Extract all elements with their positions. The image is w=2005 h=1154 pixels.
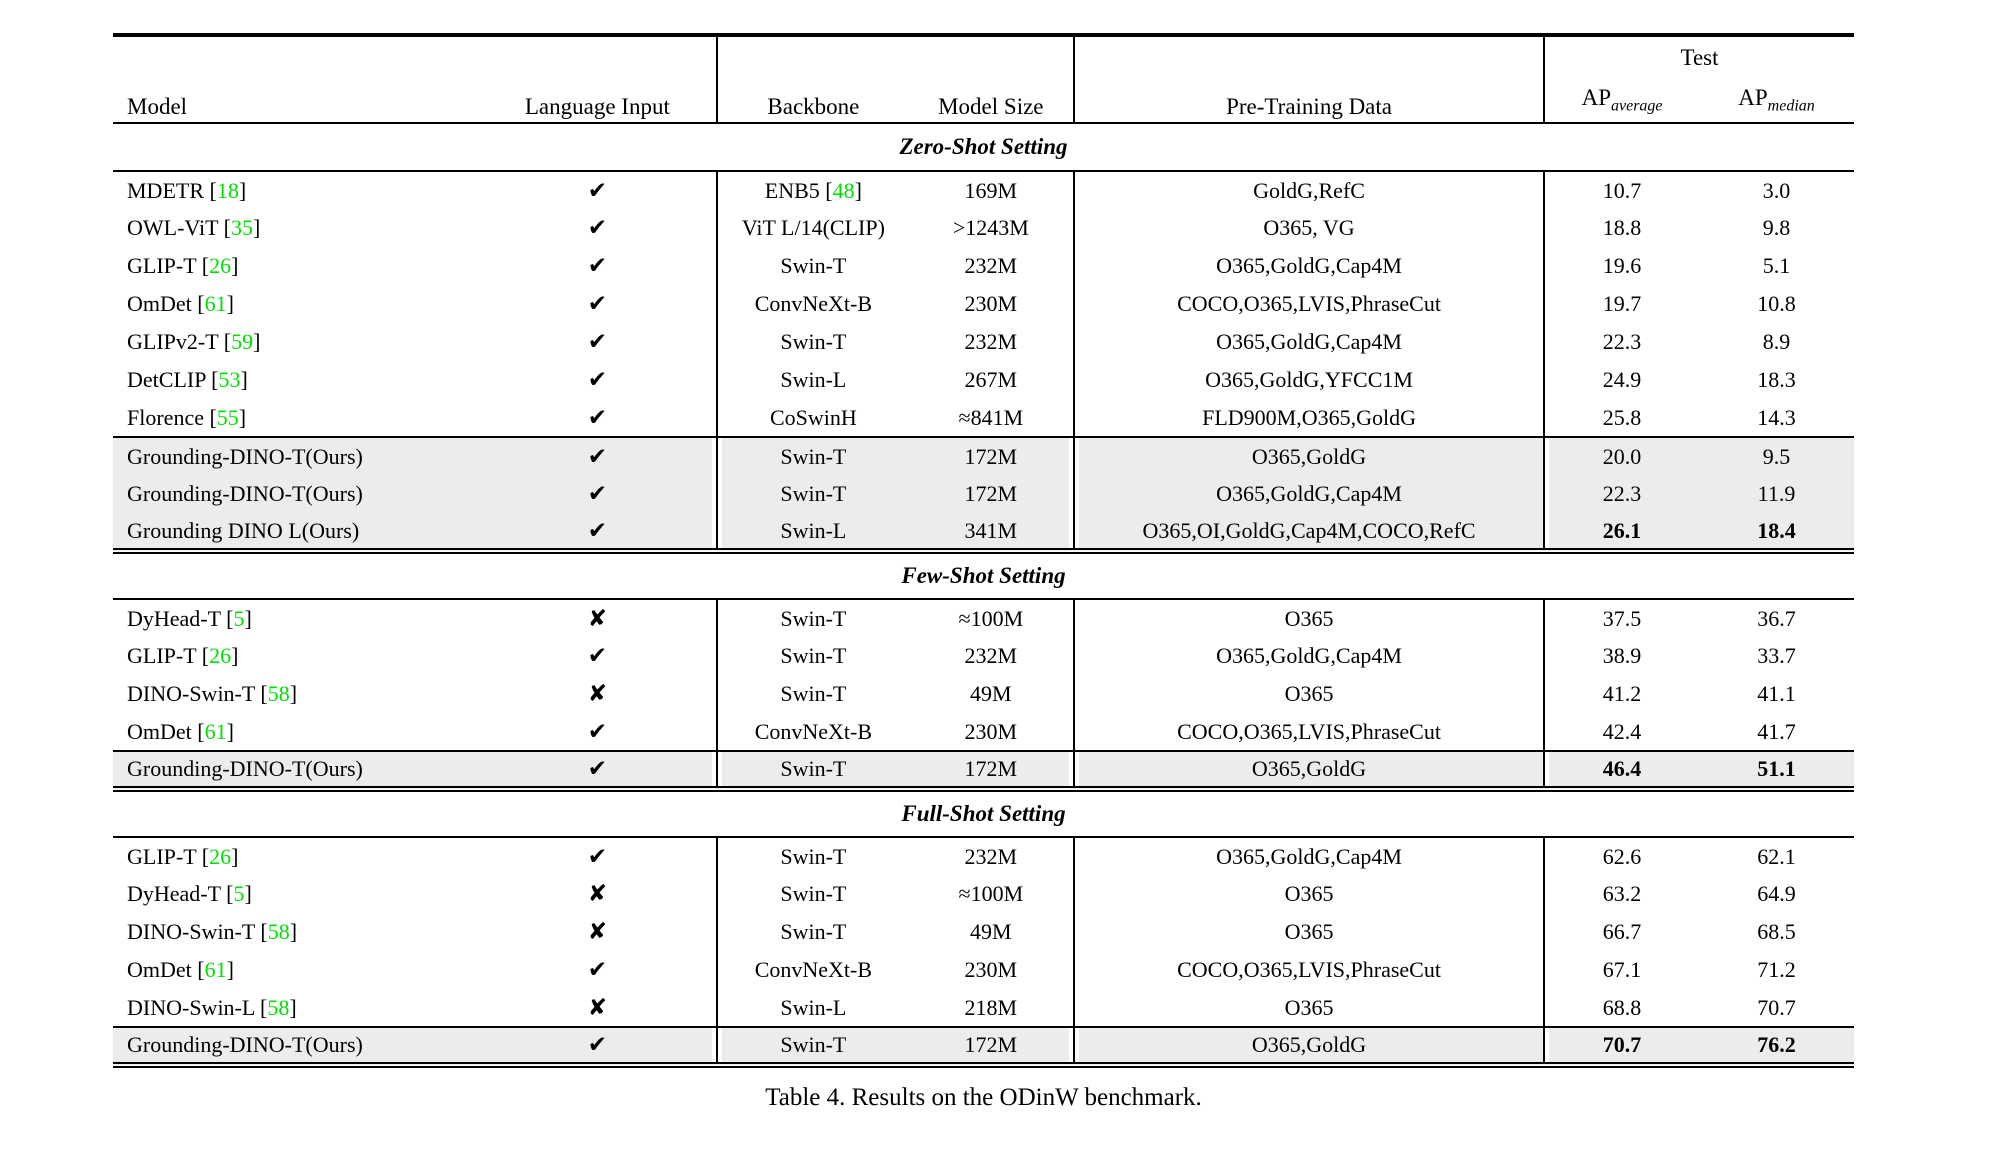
header-group-row: [113, 35, 1854, 73]
section-few-shot: [113, 551, 1854, 789]
col-header-model: Model: [127, 94, 188, 119]
cell-ap-average: 62.6: [1602, 843, 1642, 869]
result-row: [113, 209, 1854, 247]
col-header-backbone: Backbone: [767, 94, 860, 119]
cell-ap-average: 25.8: [1602, 404, 1642, 430]
cell-model-size: 232M: [909, 247, 1074, 285]
citation-link[interactable]: 48: [832, 177, 855, 203]
cell-language-input: [479, 1027, 718, 1065]
cell-ap-average: 26.1: [1544, 513, 1699, 551]
cell-model: Grounding DINO L(Ours): [113, 513, 479, 551]
cell-ap-average: 38.9: [1602, 643, 1642, 668]
paper-table-figure: [113, 33, 1854, 1112]
section-title-row: [113, 123, 1854, 171]
cell-language-input: [479, 989, 718, 1027]
cell-backbone: Swin-T: [780, 329, 847, 354]
cell-model-size: 232M: [909, 637, 1074, 675]
cell-backbone: Swin-T: [780, 253, 847, 278]
citation-link[interactable]: 61: [204, 291, 227, 316]
ap-average-label: AP: [1581, 84, 1611, 110]
cell-ap-median: 8.9: [1762, 329, 1791, 354]
cell-pretraining-data: COCO,O365,LVIS,PhraseCut: [1074, 713, 1544, 751]
cell-ap-median: 10.8: [1757, 291, 1796, 316]
citation-link[interactable]: 53: [218, 367, 241, 392]
table-caption: Table 4. Results on the ODinW benchmark.: [765, 1084, 1202, 1111]
check-icon: ✔: [587, 1032, 607, 1058]
citation-link[interactable]: 18: [216, 177, 239, 203]
result-row: [113, 361, 1854, 399]
result-row: [113, 323, 1854, 361]
ap-average-subscript: average: [1610, 97, 1663, 115]
cell-pretraining-data: O365,GoldG,Cap4M: [1074, 637, 1544, 675]
cell-pretraining-data: O365,GoldG: [1074, 751, 1544, 789]
cell-model: DINO-Swin-L [58]: [127, 994, 297, 1020]
cell-model: OmDet [61]: [127, 718, 234, 744]
cell-language-input: [479, 599, 718, 637]
cell-ap-average: 67.1: [1602, 957, 1642, 982]
cell-model-size: 267M: [909, 361, 1074, 399]
cell-ap-average: 22.3: [1544, 475, 1699, 513]
cell-model-size: 172M: [909, 437, 1074, 475]
cell-ap-median: 11.9: [1699, 475, 1854, 513]
citation-link[interactable]: 5: [233, 605, 245, 631]
cell-backbone: ConvNeXt-B: [754, 957, 873, 982]
cell-language-input: [479, 951, 718, 989]
result-row: [113, 599, 1854, 637]
cell-model: DyHead-T [5]: [127, 881, 252, 906]
result-row: [113, 247, 1854, 285]
cell-ap-median: 3.0: [1762, 177, 1791, 203]
cell-language-input: [479, 247, 718, 285]
cell-language-input: [479, 513, 718, 551]
section-title: Few-Shot Setting: [113, 551, 1854, 599]
cell-pretraining-data: O365,GoldG,Cap4M: [1074, 837, 1544, 875]
check-icon: ✔: [587, 291, 607, 317]
cell-ap-median: 71.2: [1757, 957, 1796, 982]
cell-ap-average: 20.0: [1544, 437, 1699, 475]
result-row: [113, 913, 1854, 951]
cell-backbone: Swin-T: [780, 843, 847, 869]
section-title: Full-Shot Setting: [113, 789, 1854, 837]
cell-pretraining-data: GoldG,RefC: [1074, 171, 1544, 209]
col-header-language-input: Language Input: [479, 35, 718, 123]
citation-link[interactable]: 35: [230, 215, 253, 240]
results-table: [113, 33, 1854, 1068]
cell-language-input: [479, 171, 718, 209]
cell-pretraining-data: O365: [1074, 875, 1544, 913]
cell-pretraining-data: O365,OI,GoldG,Cap4M,COCO,RefC: [1074, 513, 1544, 551]
cell-ap-median: 5.1: [1762, 253, 1791, 278]
cell-backbone: Swin-T: [717, 751, 909, 789]
cell-model-size: ≈841M: [909, 399, 1074, 437]
cell-model: MDETR [18]: [127, 177, 247, 203]
cell-ap-median: 70.7: [1757, 994, 1796, 1020]
cell-ap-median: 36.7: [1757, 605, 1796, 631]
cell-ap-average: 42.4: [1602, 718, 1642, 744]
ours-result-row: [113, 1027, 1854, 1065]
col-header-pretraining-data: Pre-Training Data: [1074, 35, 1544, 123]
check-icon: ✔: [587, 481, 607, 507]
cross-icon: ✘: [587, 994, 607, 1021]
check-icon: ✔: [587, 843, 607, 870]
citation-link[interactable]: 58: [267, 681, 290, 706]
cell-pretraining-data: O365,GoldG,Cap4M: [1074, 475, 1544, 513]
cell-language-input: [479, 913, 718, 951]
cell-backbone: ViT L/14(CLIP): [741, 215, 885, 240]
cell-pretraining-data: O365: [1074, 599, 1544, 637]
citation-link[interactable]: 61: [204, 957, 227, 982]
citation-link[interactable]: 59: [231, 329, 254, 354]
cell-pretraining-data: O365,GoldG: [1074, 437, 1544, 475]
check-icon: ✔: [587, 718, 607, 745]
check-icon: ✔: [587, 329, 607, 355]
cross-icon: ✘: [587, 605, 607, 632]
cell-model: DyHead-T [5]: [127, 605, 252, 631]
result-row: [113, 837, 1854, 875]
cell-backbone: Swin-T: [780, 643, 847, 668]
cell-ap-median: 18.4: [1699, 513, 1854, 551]
cell-model: OmDet [61]: [127, 957, 234, 982]
cell-backbone: Swin-T: [780, 605, 847, 631]
cell-model: DetCLIP [53]: [127, 367, 248, 392]
ours-result-row: [113, 437, 1854, 475]
ours-result-row: [113, 513, 1854, 551]
cell-model-size: 172M: [909, 751, 1074, 789]
cell-ap-average: 22.3: [1602, 329, 1642, 354]
cell-ap-average: 18.8: [1602, 215, 1642, 240]
ap-median-subscript: median: [1767, 97, 1815, 115]
cross-icon: ✘: [587, 681, 607, 707]
cell-model-size: 341M: [909, 513, 1074, 551]
check-icon: ✔: [587, 404, 607, 431]
cell-ap-median: 33.7: [1757, 643, 1796, 668]
cell-pretraining-data: O365,GoldG,Cap4M: [1074, 323, 1544, 361]
cell-model-size: 218M: [909, 989, 1074, 1027]
section-zero-shot: [113, 123, 1854, 551]
citation-link[interactable]: 26: [209, 643, 232, 668]
cell-ap-median: 51.1: [1699, 751, 1854, 789]
section-full-shot: [113, 789, 1854, 1065]
cross-icon: ✘: [587, 919, 607, 945]
col-header-ap-average: [1544, 73, 1699, 123]
check-icon: ✔: [587, 756, 607, 782]
cell-model: Grounding-DINO-T(Ours): [113, 751, 479, 789]
cell-language-input: [479, 475, 718, 513]
cell-backbone: ConvNeXt-B: [754, 718, 873, 744]
cell-ap-median: 62.1: [1757, 843, 1796, 869]
cell-ap-average: 46.4: [1544, 751, 1699, 789]
section-title-row: [113, 551, 1854, 599]
cell-ap-median: 9.5: [1699, 437, 1854, 475]
cell-model-size: 172M: [909, 475, 1074, 513]
cell-backbone: Swin-L: [780, 994, 847, 1020]
cell-language-input: [479, 637, 718, 675]
cell-backbone: Swin-T: [717, 475, 909, 513]
section-title-row: [113, 789, 1854, 837]
check-icon: ✔: [587, 177, 607, 204]
citation-link[interactable]: 58: [267, 919, 290, 944]
cell-pretraining-data: O365, VG: [1074, 209, 1544, 247]
citation-link[interactable]: 5: [233, 881, 245, 906]
result-row: [113, 637, 1854, 675]
cell-backbone: Swin-L: [780, 367, 847, 392]
cell-model-size: 230M: [909, 951, 1074, 989]
check-icon: ✔: [587, 517, 607, 544]
cell-language-input: [479, 675, 718, 713]
cell-model: GLIP-T [26]: [127, 253, 239, 278]
cell-language-input: [479, 361, 718, 399]
check-icon: ✔: [587, 253, 607, 279]
cell-backbone: CoSwinH: [769, 404, 857, 430]
section-title: Zero-Shot Setting: [113, 123, 1854, 171]
cell-model-size: 232M: [909, 837, 1074, 875]
cell-model-size: 49M: [909, 913, 1074, 951]
cell-model: DINO-Swin-T [58]: [127, 919, 298, 944]
cell-model-size: 49M: [909, 675, 1074, 713]
cell-language-input: [479, 713, 718, 751]
cell-pretraining-data: O365: [1074, 913, 1544, 951]
cell-backbone: Swin-T: [780, 919, 847, 944]
check-icon: ✔: [587, 643, 607, 669]
cell-ap-median: 41.1: [1757, 681, 1796, 706]
cell-model: GLIP-T [26]: [127, 643, 239, 668]
cell-ap-average: 19.6: [1602, 253, 1642, 278]
cell-ap-median: 68.5: [1757, 919, 1796, 944]
citation-link[interactable]: 58: [267, 994, 290, 1020]
cell-model: OmDet [61]: [127, 291, 234, 316]
cell-language-input: [479, 399, 718, 437]
table-header: [113, 35, 1854, 123]
cell-ap-average: 37.5: [1602, 605, 1642, 631]
cell-language-input: [479, 285, 718, 323]
cell-ap-average: 19.7: [1602, 291, 1642, 316]
cell-model-size: >1243M: [909, 209, 1074, 247]
cell-pretraining-data: O365,GoldG,Cap4M: [1074, 247, 1544, 285]
cell-model-size: 169M: [909, 171, 1074, 209]
cell-ap-average: 70.7: [1544, 1027, 1699, 1065]
result-row: [113, 171, 1854, 209]
col-header-ap-median: [1699, 73, 1854, 123]
cell-backbone: Swin-T: [717, 437, 909, 475]
cell-model-size: 230M: [909, 713, 1074, 751]
result-row: [113, 285, 1854, 323]
citation-link[interactable]: 55: [216, 404, 239, 430]
citation-link[interactable]: 26: [209, 253, 232, 278]
cell-model-size: 230M: [909, 285, 1074, 323]
check-icon: ✔: [587, 957, 607, 983]
ours-result-row: [113, 751, 1854, 789]
cell-ap-median: 76.2: [1699, 1027, 1854, 1065]
cell-language-input: [479, 209, 718, 247]
cell-backbone: ConvNeXt-B: [754, 291, 873, 316]
cell-pretraining-data: FLD900M,O365,GoldG: [1074, 399, 1544, 437]
citation-link[interactable]: 26: [209, 843, 232, 869]
cell-model: DINO-Swin-T [58]: [127, 681, 298, 706]
ap-median-label: AP: [1738, 84, 1768, 110]
cell-backbone: ENB5 [48]: [764, 177, 862, 203]
cell-model-size: ≈100M: [909, 875, 1074, 913]
ours-result-row: [113, 475, 1854, 513]
cell-pretraining-data: COCO,O365,LVIS,PhraseCut: [1074, 951, 1544, 989]
cell-model: Grounding-DINO-T(Ours): [113, 437, 479, 475]
cell-ap-median: 41.7: [1757, 718, 1796, 744]
cell-model-size: 232M: [909, 323, 1074, 361]
cross-icon: ✘: [587, 881, 607, 907]
cell-language-input: [479, 437, 718, 475]
result-row: [113, 989, 1854, 1027]
cell-model: Florence [55]: [127, 404, 247, 430]
cell-backbone: Swin-T: [780, 881, 847, 906]
cell-model: GLIP-T [26]: [127, 843, 239, 869]
result-row: [113, 951, 1854, 989]
cell-ap-average: 63.2: [1602, 881, 1642, 906]
result-row: [113, 675, 1854, 713]
cell-backbone: Swin-L: [717, 513, 909, 551]
cell-backbone: Swin-T: [717, 1027, 909, 1065]
cell-pretraining-data: COCO,O365,LVIS,PhraseCut: [1074, 285, 1544, 323]
cell-pretraining-data: O365: [1074, 675, 1544, 713]
check-icon: ✔: [587, 443, 607, 470]
cell-language-input: [479, 751, 718, 789]
cell-ap-median: 14.3: [1757, 404, 1796, 430]
cell-ap-average: 68.8: [1602, 994, 1642, 1020]
cell-ap-median: 18.3: [1757, 367, 1796, 392]
cell-model: GLIPv2-T [59]: [127, 329, 261, 354]
cell-pretraining-data: O365: [1074, 989, 1544, 1027]
cell-ap-median: 9.8: [1762, 215, 1791, 240]
cell-ap-average: 24.9: [1602, 367, 1642, 392]
cell-pretraining-data: O365,GoldG,YFCC1M: [1074, 361, 1544, 399]
cell-ap-average: 66.7: [1602, 919, 1642, 944]
cell-language-input: [479, 323, 718, 361]
cell-model-size: ≈100M: [909, 599, 1074, 637]
citation-link[interactable]: 61: [204, 718, 227, 744]
result-row: [113, 875, 1854, 913]
cell-ap-median: 64.9: [1757, 881, 1796, 906]
col-header-test-group: Test: [1680, 45, 1719, 70]
col-header-model-size: Model Size: [909, 35, 1074, 123]
cell-ap-average: 41.2: [1602, 681, 1642, 706]
cell-model: Grounding-DINO-T(Ours): [113, 1027, 479, 1065]
cell-language-input: [479, 875, 718, 913]
cell-pretraining-data: O365,GoldG: [1074, 1027, 1544, 1065]
cell-model: Grounding-DINO-T(Ours): [113, 475, 479, 513]
cell-ap-average: 10.7: [1602, 177, 1642, 203]
cell-model: OWL-ViT [35]: [127, 215, 261, 240]
check-icon: ✔: [587, 367, 607, 393]
cell-backbone: Swin-T: [780, 681, 847, 706]
check-icon: ✔: [587, 215, 607, 241]
cell-model-size: 172M: [909, 1027, 1074, 1065]
result-row: [113, 713, 1854, 751]
result-row: [113, 399, 1854, 437]
cell-language-input: [479, 837, 718, 875]
